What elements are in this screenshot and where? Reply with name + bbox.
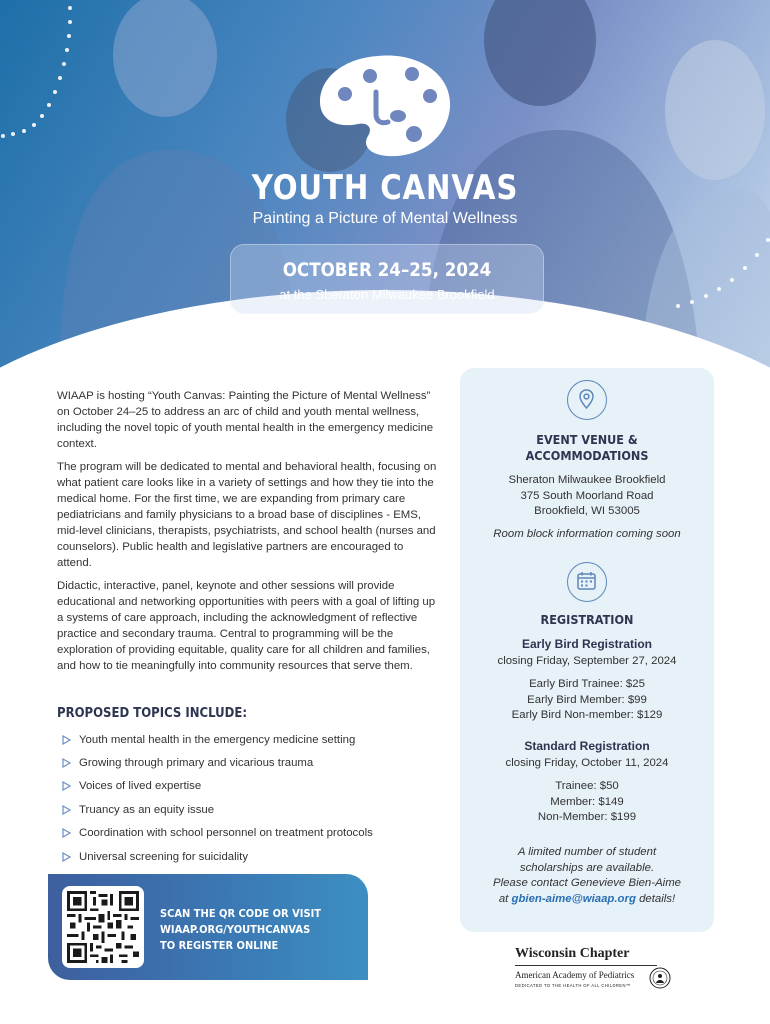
scholarship-line: A limited number of student [517,846,657,858]
venue-city: Brookfield, WI 53005 [534,505,640,517]
standard-prices [460,779,714,826]
list-item [62,728,432,751]
venue-address [460,473,714,520]
hero-banner [0,0,770,370]
cta-line-1: SCAN THE QR CODE OR VISIT [160,907,322,920]
triangle-bullet-icon [62,758,71,768]
topics-heading: PROPOSED TOPICS INCLUDE: [57,706,248,721]
list-item [62,822,432,845]
standard-closing: closing Friday, October 11, 2024 [505,757,669,769]
triangle-bullet-icon [62,735,71,745]
list-item [62,798,432,821]
contact-suffix: details! [635,892,676,905]
qr-code-icon [67,891,139,963]
palette-logo-icon [318,52,452,160]
registration-heading: REGISTRATION [540,612,634,627]
register-cta-banner[interactable] [48,874,368,980]
venue-heading-line-1: EVENT VENUE & [536,432,638,447]
venue-heading-line-2: ACCOMMODATIONS [525,448,649,463]
triangle-bullet-icon [62,781,71,791]
topic-label: Truancy as an equity issue [79,803,215,816]
price-line: Non-Member: $199 [537,811,637,823]
event-location: at the Sheraton Milwaukee Brookfield [279,287,495,302]
price-line: Early Bird Member: $99 [527,693,647,706]
room-block-note: Room block information coming soon [493,528,681,540]
topic-label: Growing through primary and vicarious trauma [79,757,314,770]
early-bird-title: Early Bird Registration [521,637,653,651]
triangle-bullet-icon [62,828,71,838]
topic-label: Youth mental health in the emergency medicine setting [79,733,356,746]
triangle-bullet-icon [62,805,71,815]
aap-logo [515,946,675,996]
scholarship-line: scholarships are available. [519,861,655,874]
aap-name: American Academy of Pediatrics [515,970,635,980]
list-item [62,775,432,798]
cta-text[interactable] [160,906,340,954]
early-bird-closing: closing Friday, September 27, 2024 [497,655,677,667]
aap-seal-icon [649,967,671,989]
cta-url[interactable]: WIAAP.ORG/YOUTHCANVAS [160,923,311,936]
location-pin-icon [567,380,607,420]
price-line: Early Bird Trainee: $25 [529,678,645,690]
event-date: OCTOBER 24–25, 2024 [282,259,492,281]
early-bird-prices [460,677,714,724]
price-line: Member: $149 [550,795,624,808]
aap-divider [515,965,657,966]
info-panel [460,368,714,932]
topic-label: Coordination with school personnel on treatment protocols [79,827,373,840]
price-line: Trainee: $50 [555,780,619,792]
intro-paragraph-2: The program will be dedicated to mental and behavioral health, focusing on what patient care looks like in a variety of settings and how they tie into the medical home. For the first time, we are expanding from primary care pediatricians and family physicians to a broad base of disciplines - EMS, mid-level clinicians, therapists, psychiatrists, and school health (nurses and counselors). Public health and legislative partners are encouraged to attend. [57,461,437,569]
scholarship-note [460,845,714,907]
event-subtitle: Painting a Picture of Mental Wellness [252,210,518,227]
topic-label: Voices of lived expertise [79,780,202,793]
intro-paragraph-3: Didactic, interactive, panel, keynote and other sessions will provide educational and networking opportunities with peers with a goal of lifting up a systems of care approach, including the acknowledgment of reflective practice and secondary trauma. Central to programming will be the exploration of providing equitable, quality care for all children and families, and how to tie meaningfully into community resources that serve them. [57,580,436,672]
contact-prefix: at [498,892,512,905]
aap-tagline: DEDICATED TO THE HEALTH OF ALL CHILDREN™ [515,983,631,988]
event-title: YOUTH CANVAS [251,168,519,208]
venue-street: 375 South Moorland Road [520,489,654,502]
venue-heading [473,432,702,464]
triangle-bullet-icon [62,852,71,862]
scholarship-line: Please contact Genevieve Bien-Aime [492,877,682,889]
scholarship-contact-line [460,892,714,908]
calendar-icon [567,562,607,602]
intro-paragraph-1: WIAAP is hosting “Youth Canvas: Painting the Picture of Mental Wellness” on October 24–25 to address an arc of child and youth mental wellness, including the novel topic of youth mental health in the emergency medicine context. [57,390,434,450]
intro-text [57,388,437,681]
topics-list [62,728,432,868]
contact-email-link[interactable]: gbien-aime@wiaap.org [511,892,636,905]
aap-chapter: Wisconsin Chapter [515,946,630,961]
standard-title: Standard Registration [524,739,650,753]
price-line: Early Bird Non-member: $129 [511,709,663,721]
topic-label: Universal screening for suicidality [79,850,249,863]
date-box [230,244,544,314]
venue-name: Sheraton Milwaukee Brookfield [508,474,666,486]
cta-line-3: TO REGISTER ONLINE [160,939,279,952]
list-item [62,845,432,868]
list-item [62,751,432,774]
qr-code[interactable] [62,886,144,968]
